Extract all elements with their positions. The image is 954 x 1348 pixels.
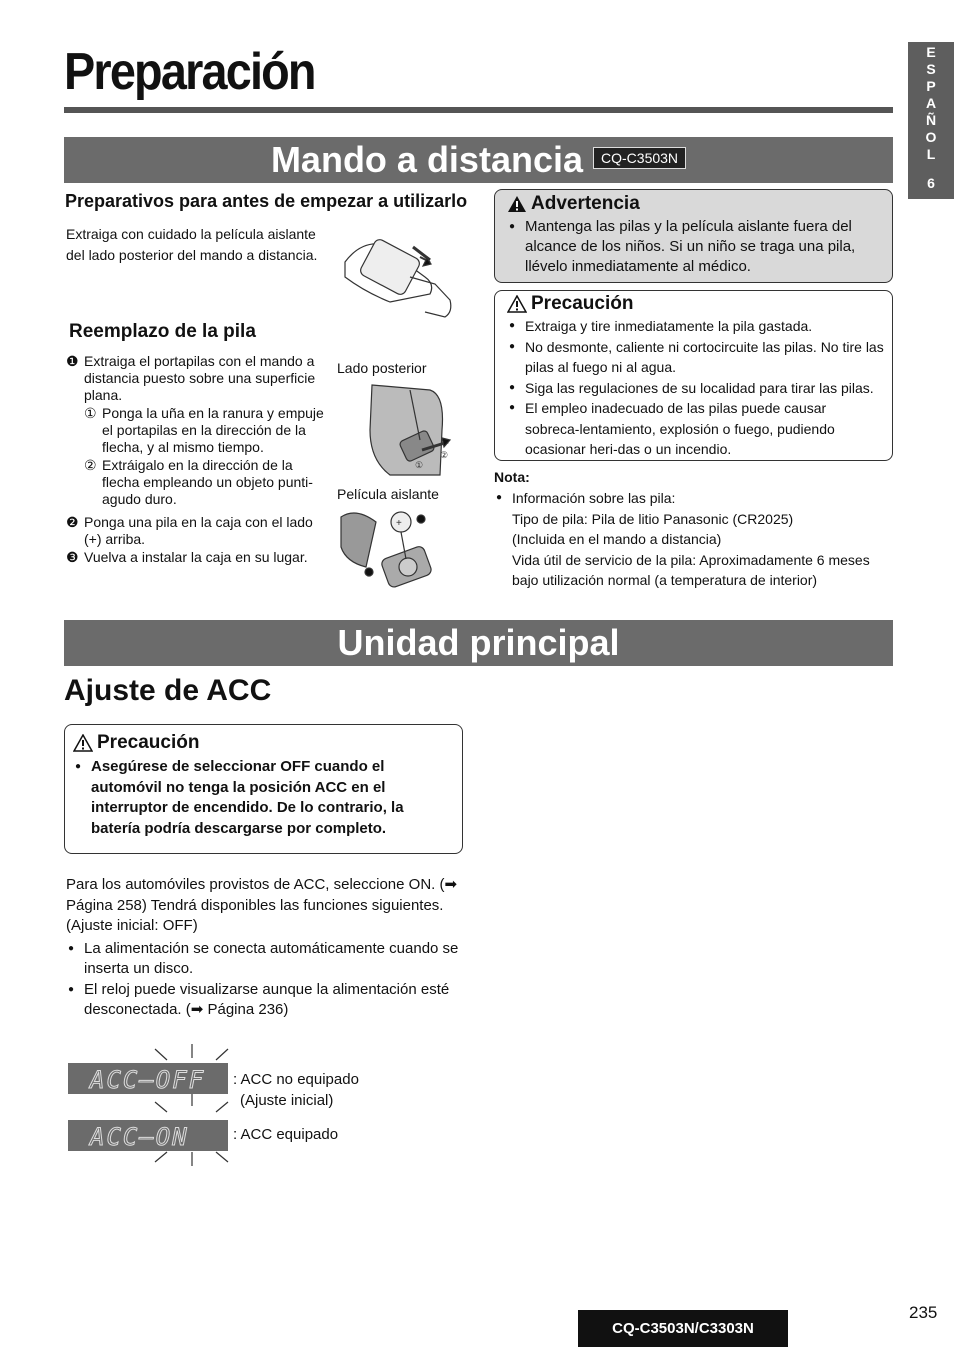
caution-triangle-icon xyxy=(73,734,93,752)
note-line: ● Información sobre las pila: xyxy=(512,490,676,506)
step-3-text: Vuelva a instalar la caja en su lugar. xyxy=(84,549,308,565)
display-acc-off xyxy=(68,1063,228,1094)
acc-bullets xyxy=(66,939,466,1021)
model-footer: CQ-C3503N/C3303N xyxy=(578,1310,788,1347)
note-section xyxy=(494,469,894,591)
replace-steps xyxy=(66,353,328,566)
step-1a-text: Ponga la uña en la ranura y empuje el portapilas en la dirección de la flecha, y al mismo tiempo. xyxy=(102,405,324,455)
acc-caution-heading xyxy=(73,732,452,754)
battery-holder-illustration xyxy=(360,380,460,480)
note-list xyxy=(494,488,894,591)
caution-item: ● El empleo inadecuado de las pilas puede causar sobreca-lentamiento, explosión o fuego, pudiendo ocasionar heri-das o un incendio. xyxy=(507,398,884,460)
note-title: Nota: xyxy=(494,469,530,485)
step-3-marker: ❸ xyxy=(66,549,79,565)
caution-heading xyxy=(507,293,884,315)
side-tab-letter: P xyxy=(926,78,936,94)
note-item xyxy=(494,488,894,591)
title-rule xyxy=(64,107,893,113)
acc-bullet: ● El reloj puede visualizarse aunque la alimentación esté desconectada. (➡ Página 236) xyxy=(66,980,466,1021)
fig-label-back: Lado posterior xyxy=(337,360,427,376)
acc-caution-title: Precaución xyxy=(97,732,200,753)
note-line: Vida útil de servicio de la pila: Aproximadamente 6 meses xyxy=(512,551,870,568)
svg-text:②: ② xyxy=(440,450,449,460)
acc-caution-list xyxy=(73,757,452,839)
svg-text:①: ① xyxy=(415,460,424,470)
side-tab-letter: S xyxy=(926,61,936,77)
svg-text:+: + xyxy=(396,518,402,529)
main-unit-band-title: Unidad principal xyxy=(337,622,620,663)
remote-band-title: Mando a distancia xyxy=(270,139,584,180)
acc-section-title: Ajuste de ACC xyxy=(64,674,272,707)
note-line: bajo utilización normal (a temperatura de interior) xyxy=(512,572,818,588)
display-off-label: : ACC no equipado xyxy=(233,1071,359,1088)
caution-list xyxy=(507,316,884,460)
remove-film-illustration xyxy=(335,222,465,322)
caution-title: Precaución xyxy=(531,293,634,314)
model-chip: CQ-C3503N xyxy=(593,147,686,169)
battery-insert-illustration xyxy=(336,507,436,597)
acc-caution-box xyxy=(64,724,463,854)
warning-heading xyxy=(507,193,882,215)
prep-text: Extraiga con cuidado la película aislante del lado posterior del mando a distancia. xyxy=(66,226,318,263)
note-line: (Incluida en el mando a distancia) xyxy=(512,531,722,547)
acc-body xyxy=(66,875,466,1021)
step-1-text: Extraiga el portapilas con el mando a distancia puesto sobre una superficie plana. xyxy=(84,353,316,403)
step-1-marker: ❶ xyxy=(66,353,79,369)
step-2-marker: ❷ xyxy=(66,514,79,530)
caution-item: ● Extraiga y tire inmediatamente la pila gastada. xyxy=(507,316,884,337)
side-tab-letter: E xyxy=(926,44,936,60)
display-acc-on xyxy=(68,1120,228,1151)
page-title: Preparación xyxy=(64,43,315,101)
side-tab-letter: Ñ xyxy=(925,112,937,128)
language-side-tab xyxy=(908,42,954,199)
step-1a-marker: ① xyxy=(84,405,97,421)
main-unit-section-band xyxy=(64,620,893,666)
display-off-sublabel: (Ajuste inicial) xyxy=(240,1092,334,1109)
side-tab-letter: A xyxy=(925,95,937,111)
display-acc-off-text: ACC—OFF xyxy=(90,1066,206,1094)
step-2-text: Ponga una pila en la caja con el lado (+) arriba. xyxy=(84,514,313,547)
replace-heading: Reemplazo de la pila xyxy=(69,321,256,342)
display-off-caption xyxy=(233,1069,359,1111)
display-on-label: : ACC equipado xyxy=(233,1126,339,1143)
side-tab-letter: L xyxy=(926,146,936,162)
display-acc-on-text: ACC—ON xyxy=(90,1123,189,1151)
step-1b-text: Extráigalo en la dirección de la flecha empleando un objeto punti-agudo duro. xyxy=(102,457,313,507)
caution-triangle-icon xyxy=(507,295,527,313)
step-1b-marker: ② xyxy=(84,457,97,473)
remote-section-band xyxy=(64,137,893,183)
prep-heading: Preparativos para antes de empezar a utilizarlo xyxy=(65,191,468,211)
acc-bullet: ● La alimentación se conecta automáticamente cuando se inserta un disco. xyxy=(66,939,466,980)
warning-box xyxy=(494,189,893,283)
caution-box xyxy=(494,290,893,461)
warning-triangle-icon xyxy=(507,195,527,213)
caution-item: ● Siga las regulaciones de su localidad para tirar las pilas. xyxy=(507,378,884,399)
side-tab-letter: O xyxy=(925,129,937,145)
side-tab-number: 6 xyxy=(927,175,935,191)
warning-list xyxy=(507,217,882,277)
warning-item: ● Mantenga las pilas y la película aislante fuera del alcance de los niños. Si un niño se traga una pila, llévelo inmediatamente al médico. xyxy=(507,217,882,277)
fig-label-film: Película aislante xyxy=(337,486,439,502)
caution-item: ● No desmonte, caliente ni cortocircuite las pilas. No tire las pilas al fuego ni al agua. xyxy=(507,337,884,378)
warning-title: Advertencia xyxy=(531,193,640,214)
page-number: 235 xyxy=(909,1303,938,1322)
acc-caution-text: ● Asegúrese de seleccionar OFF cuando el automóvil no tenga la posición ACC en el interruptor de encendido. De lo contrario, la batería podría descargarse por completo. xyxy=(73,757,452,839)
note-line: Tipo de pila: Pila de litio Panasonic (CR2025) xyxy=(512,510,794,527)
acc-body-text: Para los automóviles provistos de ACC, seleccione ON. (➡ Página 258) Tendrá disponibles las funciones siguientes. (Ajuste inicial: OFF) xyxy=(66,876,458,934)
